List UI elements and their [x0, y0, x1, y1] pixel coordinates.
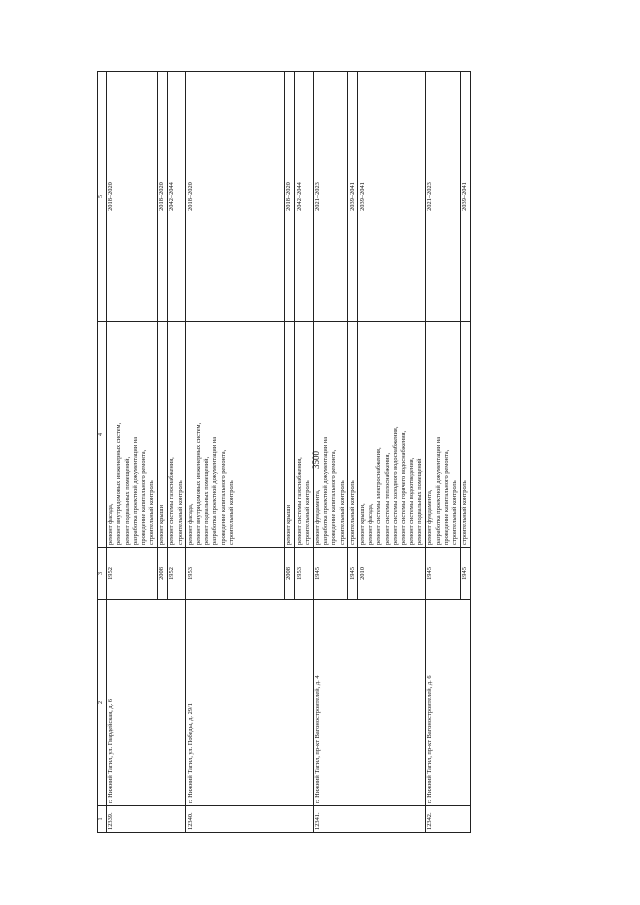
work-list: [358, 322, 426, 548]
build-year: 2010: [358, 548, 426, 600]
repair-period: 2042–2044: [295, 72, 313, 322]
header-cell-5: 5: [98, 72, 107, 322]
repair-period: 2021–2023: [425, 72, 460, 322]
work-list: [157, 322, 167, 548]
work-item: строительный контроль: [303, 480, 311, 545]
header-row: [98, 72, 107, 833]
work-item: ремонт крыши: [158, 504, 166, 545]
work-item: строительный контроль: [176, 480, 184, 545]
work-list: [425, 322, 460, 548]
work-item: строительный контроль: [227, 480, 235, 545]
build-year: 1945: [460, 548, 470, 600]
table-row: [186, 72, 285, 833]
work-item: строительный контроль: [338, 480, 346, 545]
work-item: строительный контроль: [451, 480, 459, 545]
work-list: [295, 322, 313, 548]
entry-number: 12342.: [425, 806, 470, 833]
entry-address: г. Нижний Тагил, ул. Победы, д. 29/1: [186, 600, 313, 806]
work-item: разработка проектной документации на: [131, 436, 139, 545]
work-list: [313, 322, 348, 548]
work-item: ремонт крыши,: [358, 503, 366, 545]
page-number: 3500: [311, 451, 321, 469]
work-item: ремонт внутридомовых инженерных систем,: [195, 422, 203, 545]
rotated-table-wrapper: [97, 71, 543, 833]
work-item: проведение капитального ремонта,: [219, 449, 227, 545]
table-body: [98, 72, 471, 833]
work-item: разработка проектной документации на: [434, 436, 442, 545]
header-cell-2: 2: [98, 600, 107, 806]
entry-number: 12339.: [106, 806, 186, 833]
work-item: строительный контроль: [348, 480, 356, 545]
repair-period: 2018–2020: [186, 72, 285, 322]
work-item: ремонт системы газоснабжения,: [295, 457, 303, 545]
work-item: ремонт системы водоотведения,: [408, 457, 416, 545]
work-item: ремонт крыши: [285, 504, 293, 545]
work-item: ремонт подвальных помещений: [416, 458, 424, 545]
work-item: разработка проектной документации на: [322, 436, 330, 545]
build-year: 1952: [167, 548, 185, 600]
build-year: 1945: [348, 548, 358, 600]
work-item: ремонт фундамента,: [426, 489, 434, 545]
work-item: ремонт подвальных помещений,: [203, 456, 211, 545]
work-item: ремонт системы теплоснабжения,: [383, 452, 391, 545]
work-item: проведение капитального ремонта,: [139, 449, 147, 545]
repair-period: 2018–2020: [106, 72, 157, 322]
work-item: ремонт фасада,: [367, 503, 375, 545]
entry-address: г. Нижний Тагил, ул. Гвардейская, д. 6: [106, 600, 186, 806]
entry-number: 12341.: [313, 806, 425, 833]
repair-period: 2018–2020: [284, 72, 294, 322]
repair-period: 2021–2023: [313, 72, 348, 322]
work-list: [186, 322, 285, 548]
entry-address: г. Нижний Тагил, пр-кт Вагоностроителей, д. 6: [425, 600, 470, 806]
work-item: ремонт фасада,: [186, 503, 194, 545]
work-item: проведение капитального ремонта,: [330, 449, 338, 545]
work-list: [284, 322, 294, 548]
work-item: ремонт внутридомовых инженерных систем,: [115, 422, 123, 545]
work-list: [106, 322, 157, 548]
work-item: ремонт системы холодного водоснабжения,: [391, 426, 399, 545]
build-year: 2008: [157, 548, 167, 600]
build-year: 1953: [295, 548, 313, 600]
work-item: ремонт системы горячего водоснабжения,: [399, 430, 407, 545]
work-item: ремонт фундамента,: [314, 489, 322, 545]
work-item: ремонт подвальных помещений,: [123, 456, 131, 545]
table-row: [313, 72, 348, 833]
build-year: 1953: [186, 548, 285, 600]
repair-period: 2039–2041: [358, 72, 426, 322]
work-item: строительный контроль: [148, 480, 156, 545]
entry-address: г. Нижний Тагил, пр-кт Вагоностроителей, д. 4: [313, 600, 425, 806]
work-item: проведение капитального ремонта,: [442, 449, 450, 545]
work-list: [348, 322, 358, 548]
header-cell-4: 4: [98, 322, 107, 548]
header-cell-1: 1: [98, 806, 107, 833]
work-item: ремонт системы газоснабжения,: [168, 457, 176, 545]
work-item: ремонт фасада,: [107, 503, 115, 545]
work-list: [460, 322, 470, 548]
work-item: строительный контроль: [461, 480, 469, 545]
entry-number: 12340.: [186, 806, 313, 833]
work-item: ремонт системы электроснабжения,: [375, 447, 383, 545]
capital-repair-table: [97, 71, 471, 833]
repair-period: 2018–2020: [157, 72, 167, 322]
build-year: 1952: [106, 548, 157, 600]
build-year: 1945: [313, 548, 348, 600]
build-year: 1945: [425, 548, 460, 600]
repair-period: 2039–2041: [460, 72, 470, 322]
header-cell-3: 3: [98, 548, 107, 600]
repair-period: 2039–2041: [348, 72, 358, 322]
table-row: [425, 72, 460, 833]
build-year: 2008: [284, 548, 294, 600]
table-row: [106, 72, 157, 833]
work-list: [167, 322, 185, 548]
repair-period: 2042–2044: [167, 72, 185, 322]
work-item: разработка проектной документации на: [211, 436, 219, 545]
